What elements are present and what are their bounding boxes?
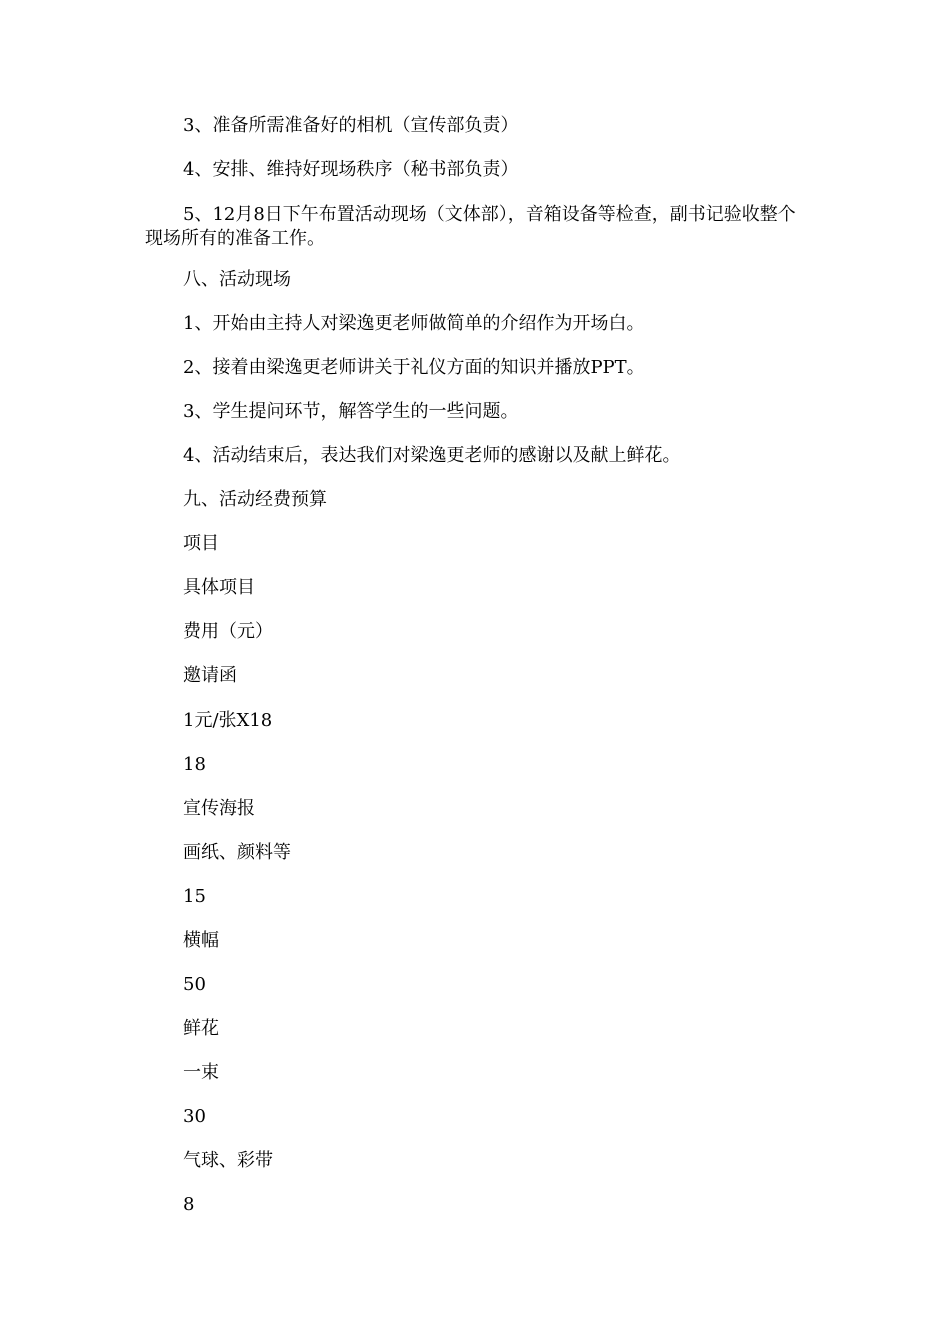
section-heading-onsite: 八、活动现场 [183,269,291,290]
budget-cell: 50 [183,974,206,995]
budget-cell: 横幅 [183,930,219,951]
budget-header-item: 项目 [183,533,219,554]
prep-item-4: 4、安排、维持好现场秩序（秘书部负责） [183,159,519,180]
onsite-item-3: 3、学生提问环节，解答学生的一些问题。 [183,401,519,422]
budget-cell: 30 [183,1106,206,1127]
budget-cell: 鲜花 [183,1018,219,1039]
onsite-item-4: 4、活动结束后，表达我们对梁逸更老师的感谢以及献上鲜花。 [183,445,681,466]
budget-cell: 宣传海报 [183,798,255,819]
prep-item-3: 3、准备所需准备好的相机（宣传部负责） [183,115,519,136]
budget-cell: 18 [183,754,206,775]
budget-cell: 一束 [183,1062,219,1083]
budget-cell: 8 [183,1194,195,1215]
prep-item-5: 5、12月8日下午布置活动现场（文体部），音箱设备等检查，副书记验收整个现场所有的准备工作。 [145,204,796,249]
budget-cell: 画纸、颜料等 [183,842,291,863]
budget-cell: 15 [183,886,206,907]
budget-cell: 气球、彩带 [183,1150,273,1171]
budget-header-detail: 具体项目 [183,577,255,598]
budget-cell: 1元/张X18 [183,710,273,731]
section-heading-budget: 九、活动经费预算 [183,489,327,510]
budget-cell: 邀请函 [183,665,237,686]
budget-header-cost: 费用（元） [183,621,273,642]
onsite-item-2: 2、接着由梁逸更老师讲关于礼仪方面的知识并播放PPT。 [183,357,645,378]
onsite-item-1: 1、开始由主持人对梁逸更老师做简单的介绍作为开场白。 [183,313,645,334]
